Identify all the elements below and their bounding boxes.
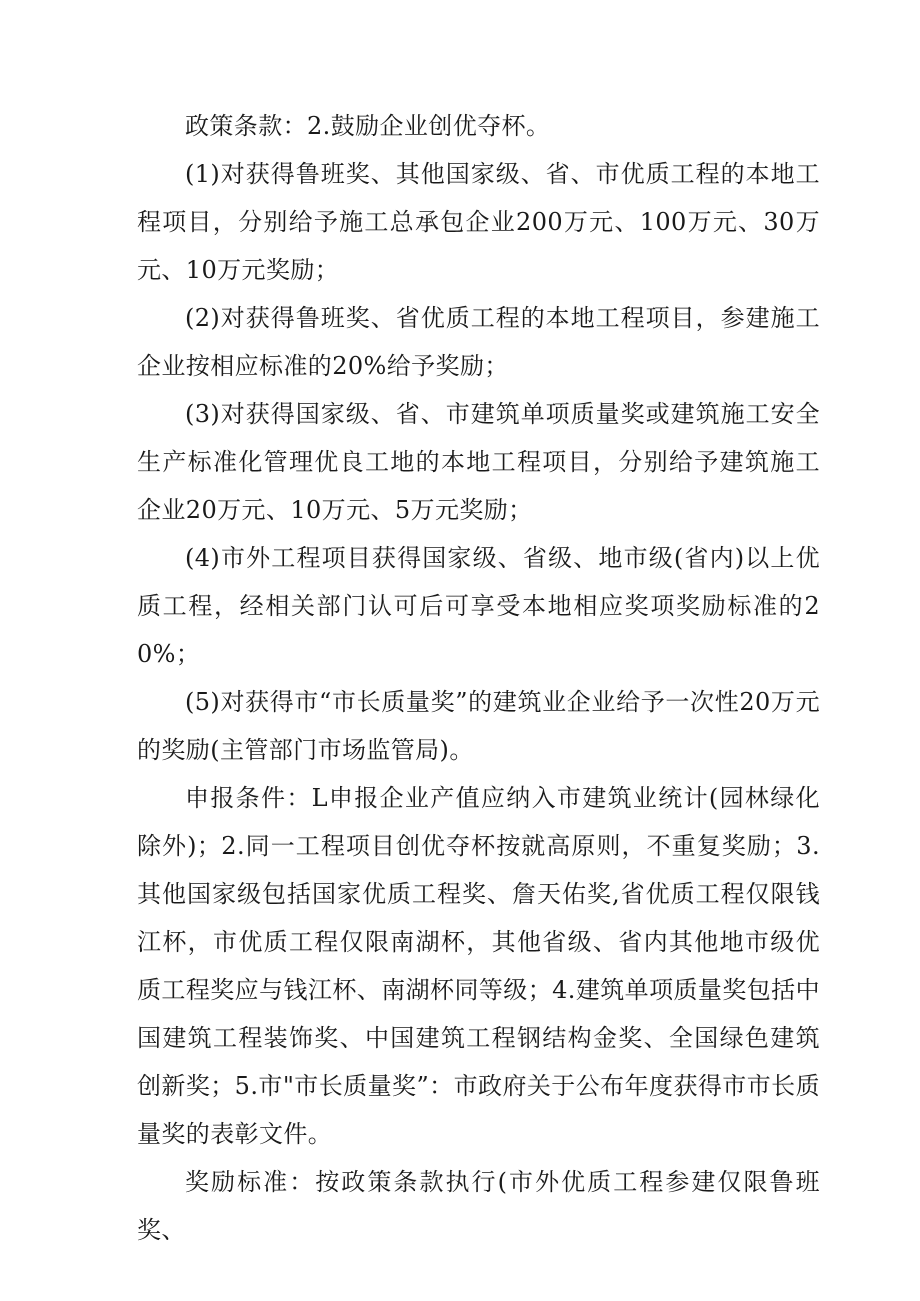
reward-standard: 奖励标准：按政策条款执行(市外优质工程参建仅限鲁班奖、: [137, 1168, 820, 1244]
clause-item-5: (5)对获得市“市长质量奖”的建筑业企业给予一次性20万元的奖励(主管部门市场监管局)。: [137, 688, 820, 764]
application-conditions: 申报条件：L申报企业产值应纳入市建筑业统计(园林绿化除外)；2.同一工程项目创优夺杯按就高原则，不重复奖励；3.其他国家级包括国家优质工程奖、詹天佑奖,省优质工程仅限钱江杯，市优质工程仅限南湖杯，其他省级、省内其他地市级优质工程奖应与钱江杯、南湖杯同等级；4.建筑单项质量奖包括中国建筑工程装饰奖、中国建筑工程钢结构金奖、全国绿色建筑创新奖；5.市"市长质量奖”：市政府关于公布年度获得市市长质量奖的表彰文件。: [137, 784, 820, 1148]
clause-item-2: (2)对获得鲁班奖、省优质工程的本地工程项目，参建施工企业按相应标准的20%给予奖励；: [137, 304, 820, 380]
document-body: [137, 102, 820, 1254]
clause-item-4: (4)市外工程项目获得国家级、省级、地市级(省内)以上优质工程，经相关部门认可后可享受本地相应奖项奖励标准的20%；: [137, 544, 820, 668]
policy-clause-heading: 政策条款：2.鼓励企业创优夺杯。: [185, 112, 551, 140]
clause-item-3: (3)对获得国家级、省、市建筑单项质量奖或建筑施工安全生产标准化管理优良工地的本地工程项目，分别给予建筑施工企业20万元、10万元、5万元奖励；: [137, 400, 820, 524]
clause-item-1: (1)对获得鲁班奖、其他国家级、省、市优质工程的本地工程项目，分别给予施工总承包企业200万元、100万元、30万元、10万元奖励；: [137, 160, 820, 284]
